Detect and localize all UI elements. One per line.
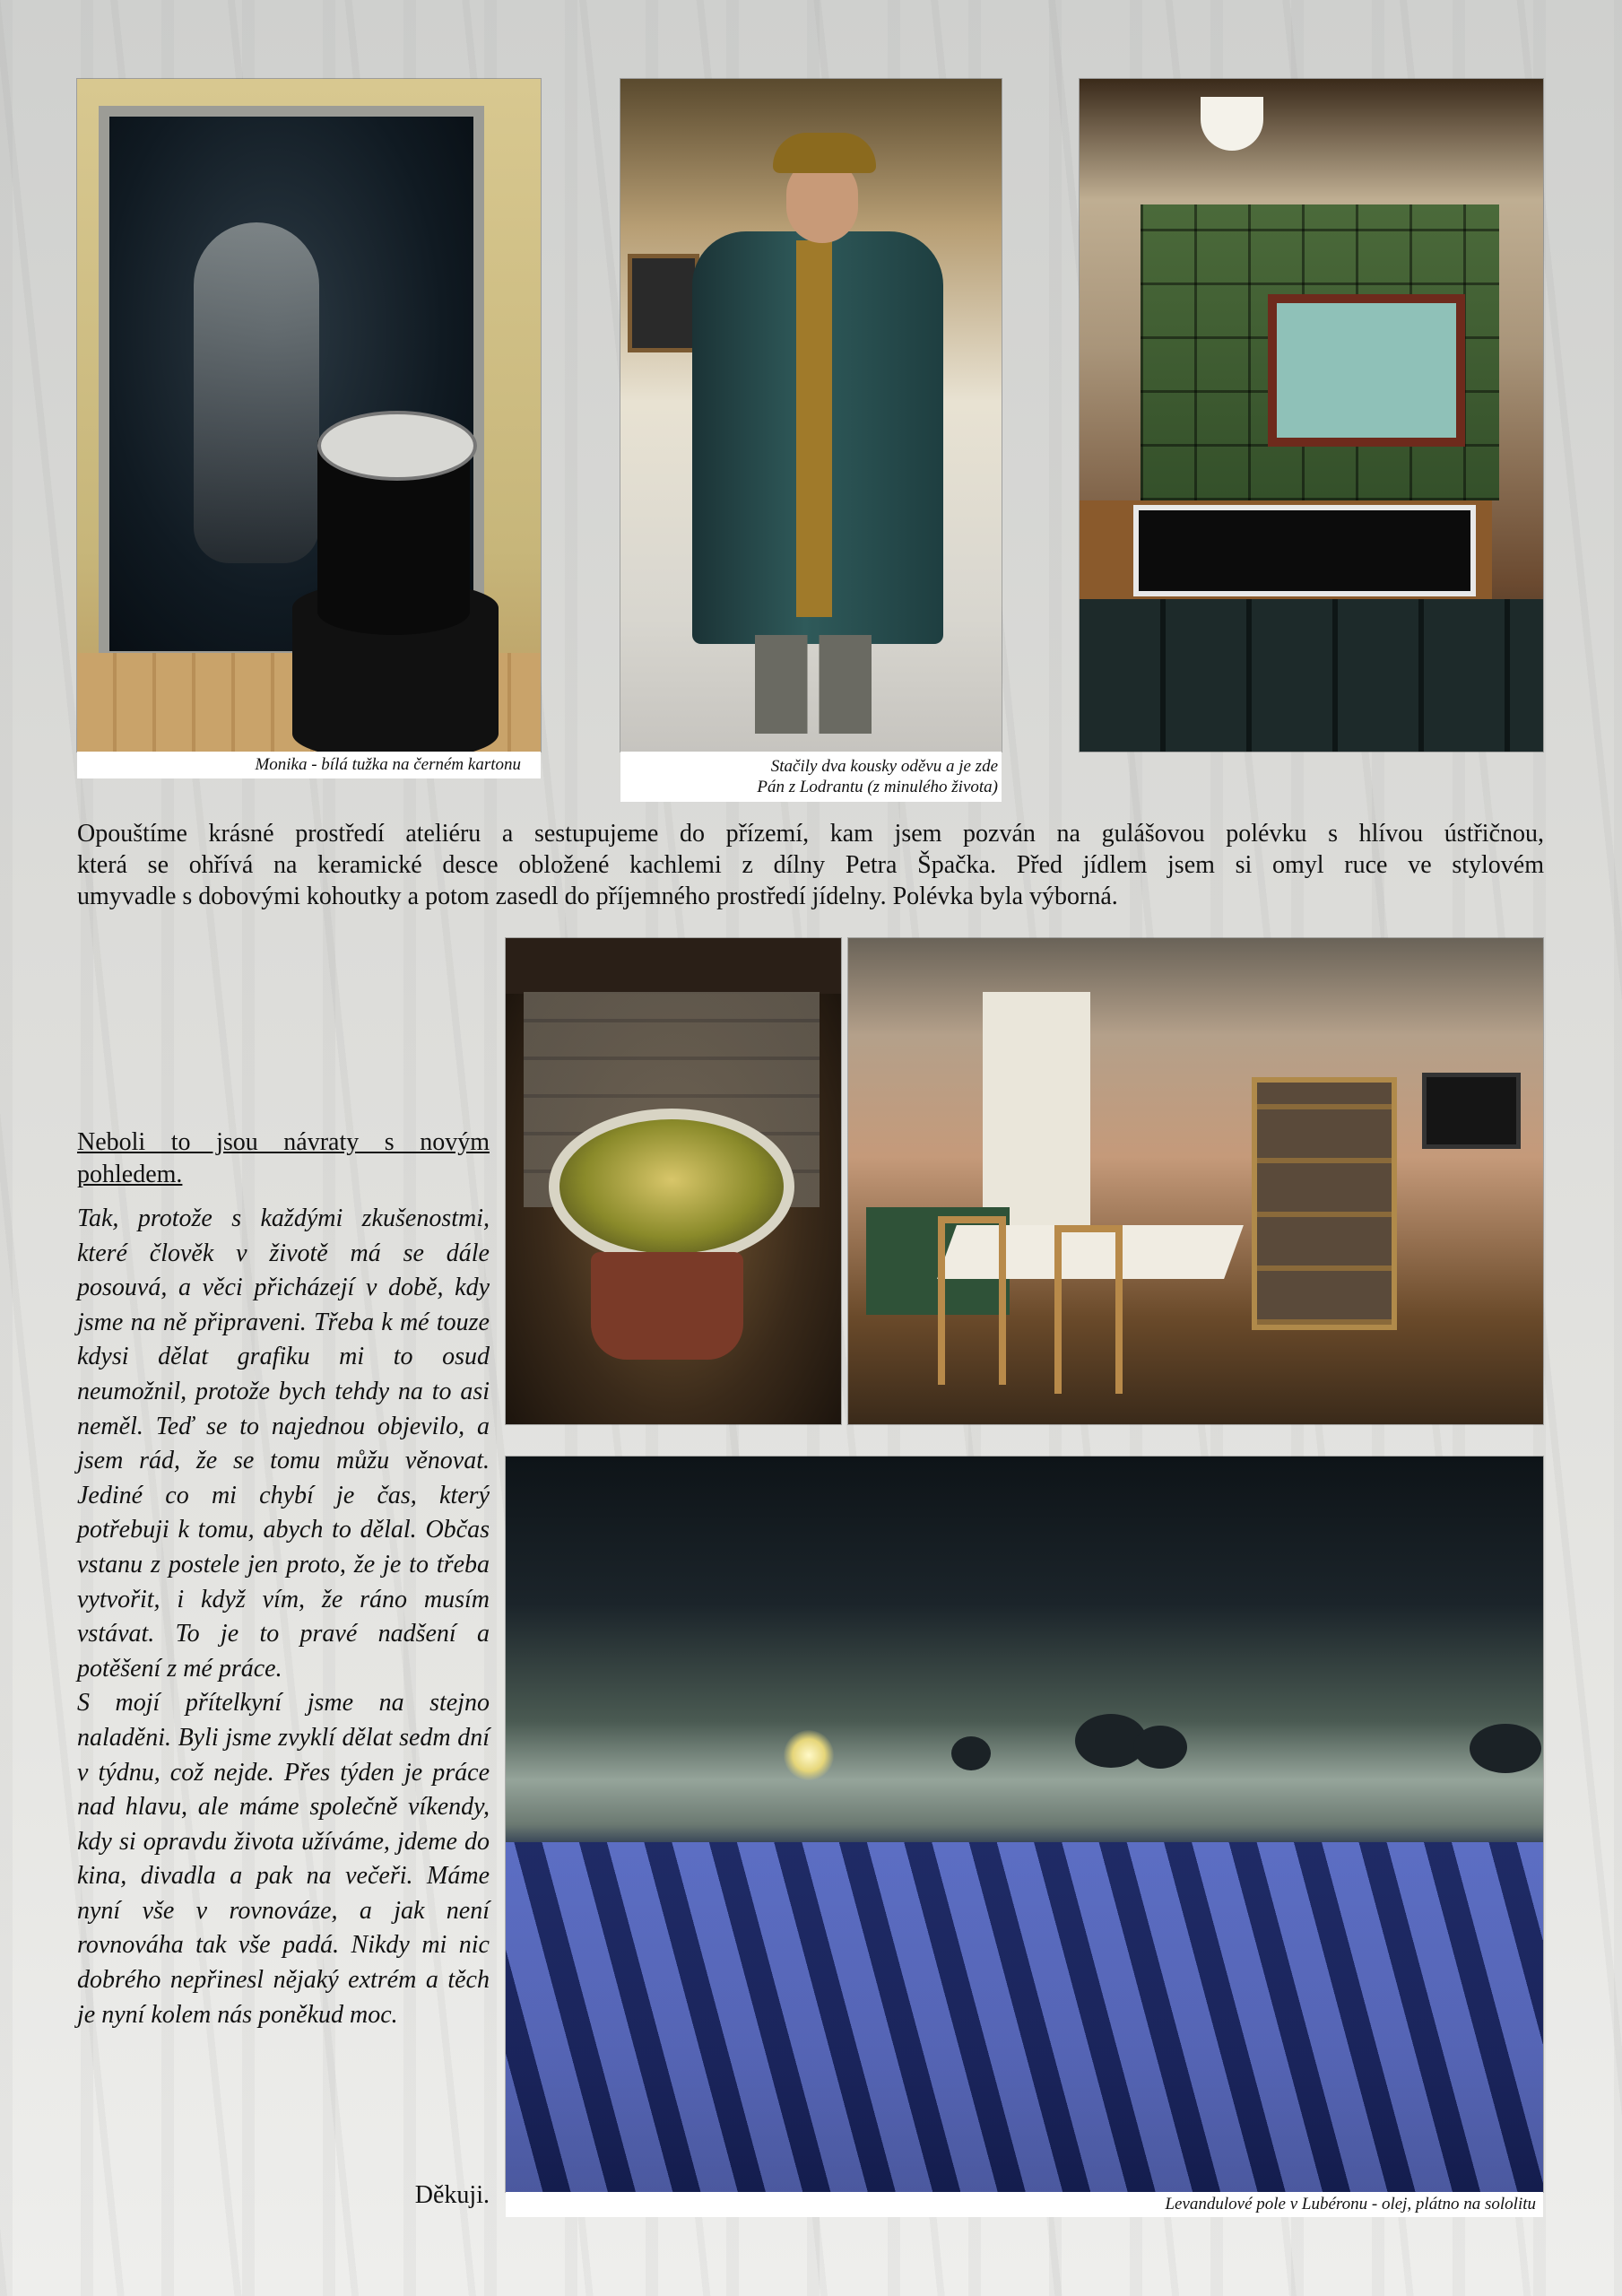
ceramic-tile-picture (1268, 294, 1465, 447)
curtained-window (983, 992, 1090, 1225)
cabinet-base (1080, 599, 1543, 752)
photo-kitchen (1080, 79, 1543, 752)
hat (773, 133, 876, 173)
thanks-note: Děkuji. (414, 2181, 490, 2209)
paragraph-line-3: umyvadle s dobovými kohoutky a potom zasedl do příjemného prostředí jídelny. Polévka byla výborná. (77, 883, 1118, 910)
caption-costume (620, 752, 1002, 802)
attic-window (628, 254, 699, 352)
sink-stand (591, 1252, 743, 1360)
article-paragraph (77, 818, 1544, 912)
ceiling-lamp (1201, 97, 1263, 151)
caption-drawing-text: Monika - bílá tužka na černém kartonu (255, 755, 521, 774)
photo-costume (620, 79, 1002, 752)
caption-costume-line2: Pán z Lodrantu (z minulého života) (757, 778, 998, 796)
paragraph-line-2: která se ohřívá na keramické desce obložené kachlemi z dílny Petra Špačka. Před jídlem jsem si omyl ruce ve stylovém (77, 851, 1544, 879)
ceiling (506, 938, 841, 994)
legs (755, 635, 872, 734)
caption-painting (506, 2192, 1543, 2217)
photo-sink (506, 938, 841, 1424)
tree (951, 1736, 991, 1770)
lavender-rows (506, 1842, 1543, 2192)
drum-head (317, 411, 477, 481)
caption-costume-line1: Stačily dva kousky oděvu a je zde (770, 757, 998, 776)
sun (784, 1730, 834, 1780)
side-paragraph-1: Tak, protože s každými zkušenostmi, které člověk v životě má se dále posouvá, a věci přicházejí v době, kdy jsme na ně připraveni. Třeba k mé touze kdysi dělat grafiku mi to osud neumožnil, protože bych tehdy na to asi neměl. Teď se to najednou objevilo, a jsem rád, že se tomu můžu věnovat. Jediné co mi chybí je čas, který potřebuji k tomu, abych to dělal. Občas vstanu z postele jen proto, že je to třeba vytvořit, i když vím, že ráno musím vstávat. To je to pravé nadšení a potěšení z mé práce. (77, 1205, 490, 1683)
caption-drawing (77, 752, 541, 778)
painting-lavender-field (506, 1457, 1543, 2192)
photo-drawing-monika (77, 79, 541, 752)
drawn-figure (194, 222, 319, 563)
tree (1133, 1726, 1187, 1769)
side-paragraph-2: S mojí přítelkyní jsme na stejno naladěni. Byli jsme zvyklí dělat sedm dní v týdnu, což nejde. Přes týden je práce nad hlavu, ale máme společně víkendy, kdy si opravdu života užíváme, jdeme do kina, divadla a pak na večeři. Máme nyní vše v rovnováze, a jak není rovnováha tak vše padá. Nikdy mi nic dobrého nepřinesl nějaký extrém a těch je nyní kolem nás poněkud moc. (77, 1689, 490, 2029)
caption-painting-text: Levandulové pole v Lubéronu - olej, plátno na sololitu (1165, 2195, 1536, 2213)
wall-picture (1422, 1073, 1521, 1149)
paragraph-line-1: Opouštíme krásné prostředí ateliéru a sestupujeme do přízemí, kam jsem pozván na gulášovou polévku s hlívou ústřičnou, (77, 820, 1544, 848)
tree (1470, 1724, 1541, 1773)
glass-basin (549, 1109, 794, 1265)
photo-dining-room (848, 938, 1543, 1424)
bookshelf (1252, 1077, 1397, 1330)
chair (938, 1216, 1006, 1385)
robe-trim (796, 240, 832, 617)
side-heading: Neboli to jsou návraty s novým pohledem. (77, 1128, 490, 1188)
ceramic-hob (1133, 505, 1476, 596)
side-text (77, 1202, 490, 2032)
chair (1054, 1225, 1123, 1394)
